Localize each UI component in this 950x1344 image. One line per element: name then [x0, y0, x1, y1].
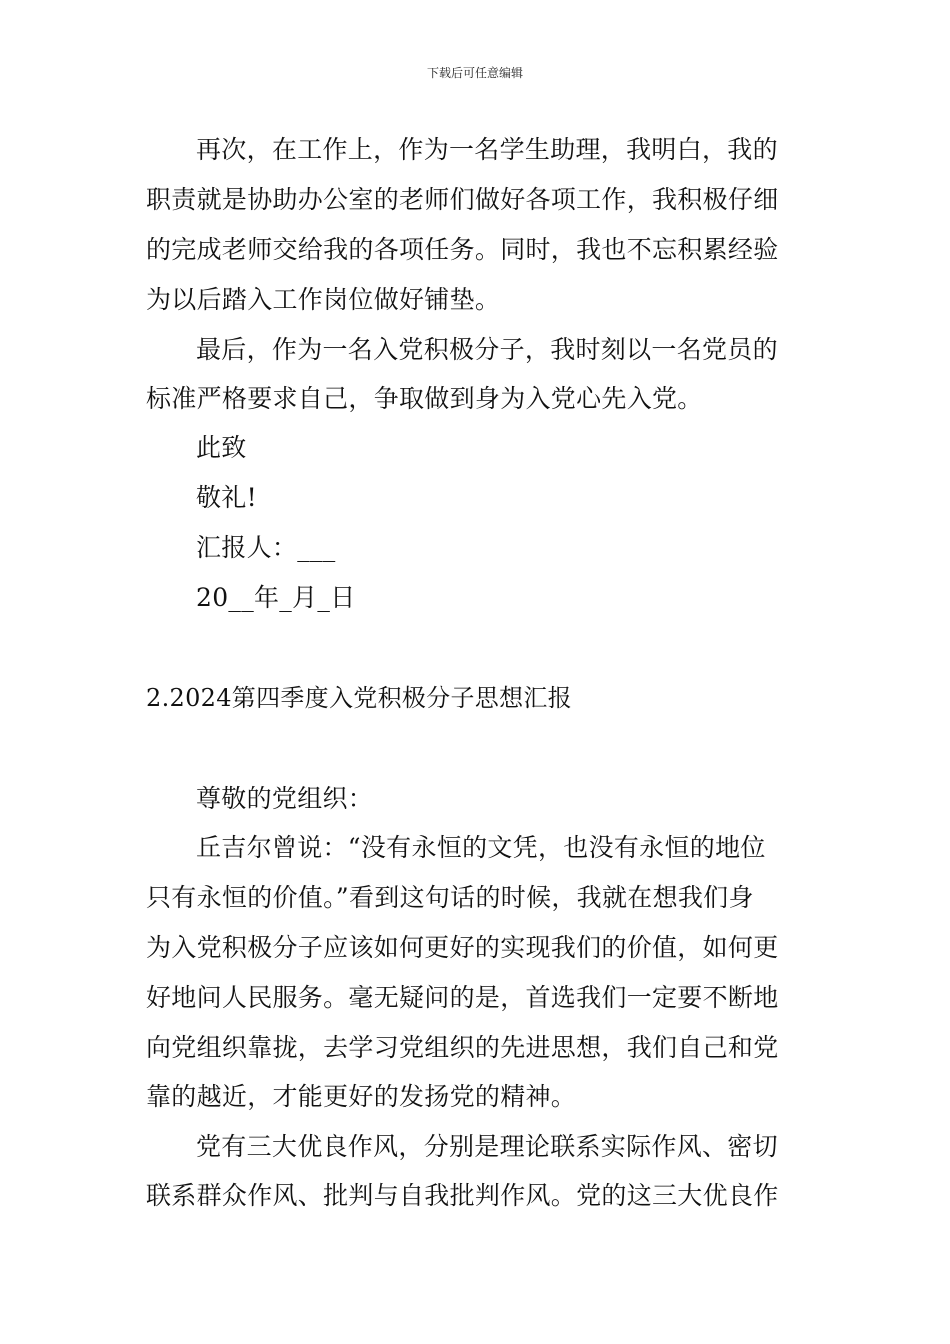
- paragraph-line: 党有三大优良作风，分别是理论联系实际作风、密切: [196, 1132, 778, 1161]
- closing-salutation: 此致: [196, 433, 247, 462]
- closing-regards: 敬礼!: [196, 483, 257, 512]
- section-title: 2.2024第四季度入党积极分子思想汇报: [146, 684, 572, 712]
- paragraph-line: 靠的越近，才能更好的发扬党的精神。: [146, 1082, 577, 1111]
- paragraph-line: 最后，作为一名入党积极分子，我时刻以一名党员的: [196, 335, 778, 364]
- report-date: 20__年_月_日: [196, 583, 356, 612]
- paragraph-line: 联系群众作风、批判与自我批判作风。党的这三大优良作: [146, 1181, 779, 1210]
- page-header: 下载后可任意编辑: [426, 66, 523, 80]
- paragraph-line: 标准严格要求自己，争取做到身为入党心先入党。: [146, 384, 703, 413]
- paragraph-line: 丘吉尔曾说：“没有永恒的文凭，也没有永恒的地位: [196, 833, 766, 862]
- paragraph-line: 再次，在工作上，作为一名学生助理，我明白，我的: [196, 135, 778, 164]
- paragraph-line: 职责就是协助办公室的老师们做好各项工作，我积极仔细: [146, 185, 779, 214]
- paragraph-line: 好地问人民服务。毫无疑问的是，首选我们一定要不断地: [146, 983, 779, 1012]
- salutation: 尊敬的党组织：: [196, 784, 374, 813]
- paragraph-line: 为以后踏入工作岗位做好铺垫。: [146, 285, 501, 314]
- reporter-signature: 汇报人：___: [196, 533, 336, 562]
- paragraph-line: 只有永恒的价值。”看到这句话的时候，我就在想我们身: [146, 883, 754, 912]
- paragraph-line: 向党组织靠拢，去学习党组织的先进思想，我们自己和党: [146, 1033, 779, 1062]
- paragraph-line: 的完成老师交给我的各项任务。同时，我也不忘积累经验: [146, 235, 779, 264]
- paragraph-line: 为入党积极分子应该如何更好的实现我们的价值，如何更: [146, 933, 779, 962]
